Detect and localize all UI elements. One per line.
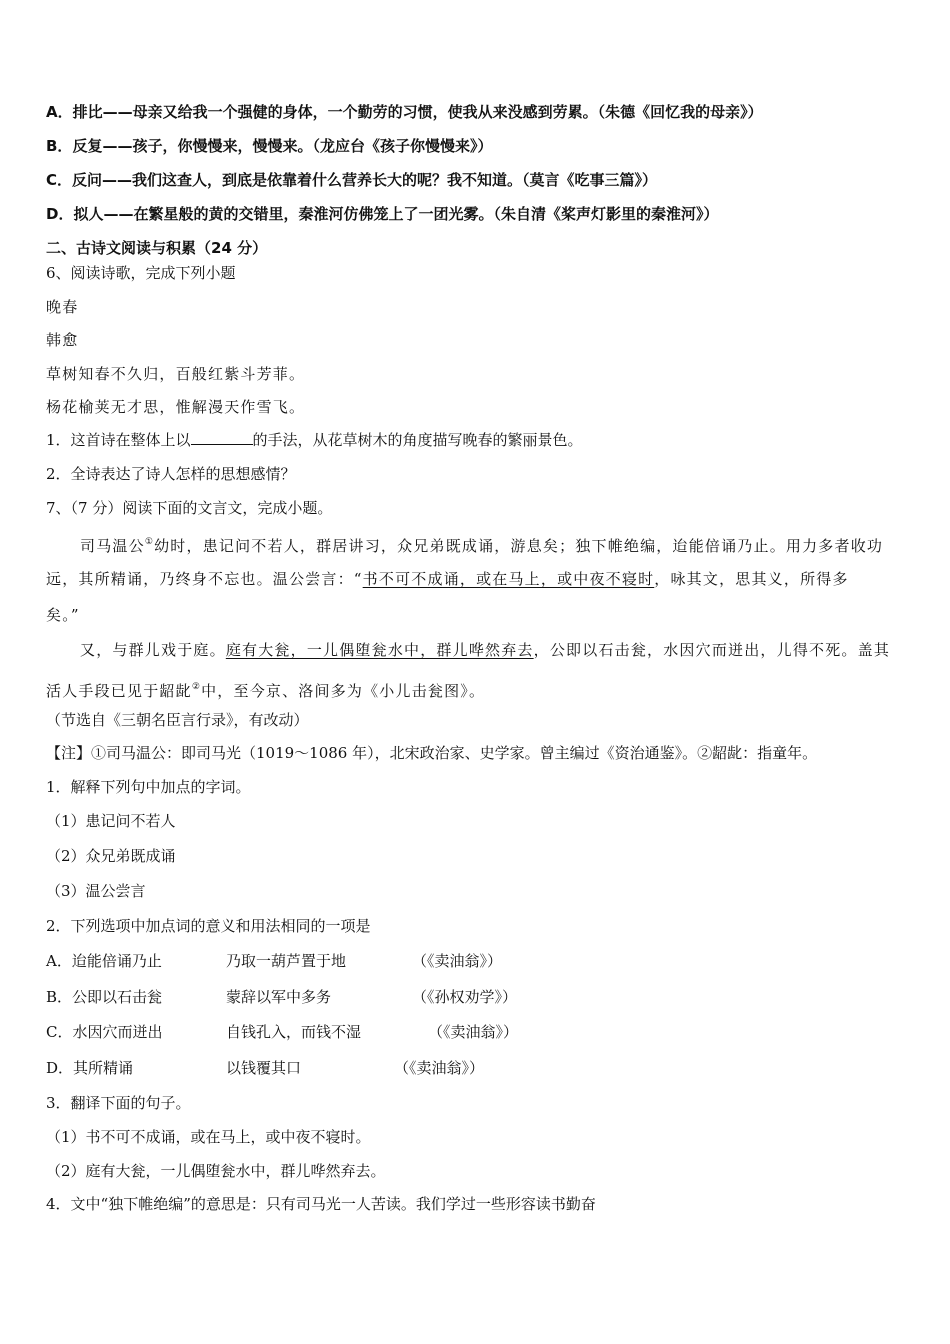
q7-sub1-item: （1）患记问不若人 [46, 812, 176, 830]
option-text: 反问——我们这查人，到底是依靠着什么营养长大的呢？我不知道。（莫言《吃事三篇》） [72, 171, 658, 189]
passage-line: 又，与群儿戏于庭。庭有大瓮，一儿偶堕瓮水中，群儿哗然弃去，公即以石击瓮，水因穴而迸出，儿得不死。盖其 [80, 641, 891, 659]
choice-row: A．迨能倍诵乃止 乃取一葫芦置于地 （《卖油翁》） [46, 952, 503, 970]
q7-sub4: 4．文中“独下帷绝编”的意思是：只有司马光一人苦读。我们学过一些形容读书勤奋 [46, 1195, 596, 1213]
q7-sub3: 3．翻译下面的句子。 [46, 1094, 191, 1112]
passage-line: 司马温公①幼时，患记问不若人，群居讲习，众兄弟既成诵，游息矣；独下帷绝编，迨能倍诵乃止。用力多者收功 [80, 537, 884, 555]
answer-blank[interactable] [191, 430, 253, 445]
choice-row: B．公即以石击瓮 蒙辞以军中多务 （《孙权劝学》） [46, 988, 518, 1006]
option-text: 排比——母亲又给我一个强健的身体，一个勤劳的习惯，使我从来没感到劳累。（朱德《回忆我的母亲》） [72, 103, 763, 121]
choice-row: D．其所精诵 以钱覆其口 （《卖油翁》） [46, 1059, 485, 1077]
footnote-marker: ① [144, 537, 155, 547]
footnote-marker: ② [191, 682, 202, 692]
option-letter: C． [46, 171, 73, 189]
q7-intro: 7、（7 分）阅读下面的文言文，完成小题。 [46, 499, 333, 517]
poem-line: 杨花榆荚无才思，惟解漫天作雪飞。 [46, 398, 306, 416]
option-letter: B． [46, 137, 73, 155]
q6-intro: 6、阅读诗歌，完成下列小题 [46, 264, 236, 282]
option-letter: A． [46, 103, 73, 121]
section-title: 二、古诗文阅读与积累（24 分） [46, 239, 268, 257]
passage-line: 活人手段已见于龆龀②中，至今京、洛间多为《小儿击瓮图》。 [46, 682, 486, 700]
q7-sub3-item: （1）书不可不成诵，或在马上，或中夜不寝时。 [46, 1128, 371, 1146]
option-text: 拟人——在繁星般的黄的交错里，秦淮河仿佛笼上了一团光雾。（朱自清《桨声灯影里的秦淮河》） [73, 205, 719, 223]
poem-author: 韩愈 [46, 331, 79, 349]
option-d [46, 204, 718, 224]
q6-sub1: 1．这首诗在整体上以 的手法，从花草树木的角度描写晚春的繁丽景色。 [46, 431, 583, 449]
option-text: 反复——孩子，你慢慢来，慢慢来。（龙应台《孩子你慢慢来》） [72, 137, 493, 155]
passage-line: 远，其所精诵，乃终身不忘也。温公尝言：“书不可不成诵，或在马上，或中夜不寝时，咏其文，思其义，所得多 [46, 570, 849, 588]
option-c [46, 170, 657, 190]
q7-sub1-item: （3）温公尝言 [46, 882, 146, 900]
passage-line: 矣。” [46, 606, 80, 624]
q7-sub3-item: （2）庭有大瓮，一儿偶堕瓮水中，群儿哗然弃去。 [46, 1162, 386, 1180]
option-a [46, 102, 763, 122]
underlined-sentence: 庭有大瓮，一儿偶堕瓮水中，群儿哗然弃去 [225, 641, 534, 659]
choice-row: C．水因穴而迸出 自钱孔入，而钱不湿 （《卖油翁》） [46, 1023, 519, 1041]
option-letter: D． [46, 205, 74, 223]
passage-source: （节选自《三朝名臣言行录》，有改动） [46, 711, 309, 729]
q7-sub2: 2．下列选项中加点词的意义和用法相同的一项是 [46, 917, 371, 935]
poem-line: 草树知春不久归，百般红紫斗芳菲。 [46, 365, 306, 383]
option-b [46, 136, 492, 156]
passage-note: 【注】①司马温公：即司马光（1019～1086 年），北宋政治家、史学家。曾主编过《资治通鉴》。②龆龀：指童年。 [46, 744, 818, 762]
q7-sub1-item: （2）众兄弟既成诵 [46, 847, 176, 865]
q7-sub1: 1．解释下列句中加点的字词。 [46, 778, 251, 796]
underlined-sentence: 书不可不成诵，或在马上，或中夜不寝时 [362, 570, 655, 588]
poem-title: 晚春 [46, 298, 79, 316]
q6-sub2: 2．全诗表达了诗人怎样的思想感情？ [46, 465, 296, 483]
